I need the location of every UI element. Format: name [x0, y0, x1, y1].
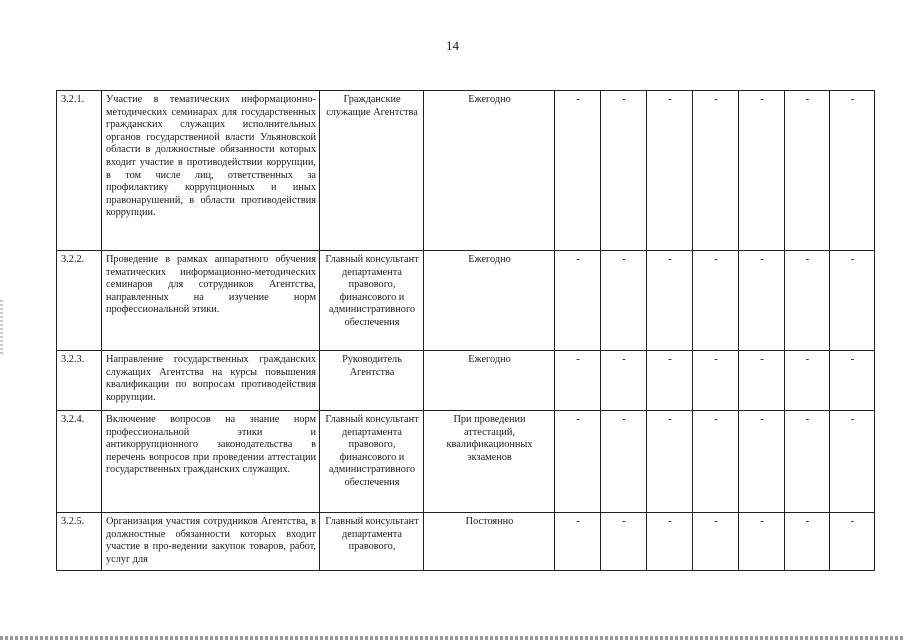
- table-row: [57, 351, 875, 411]
- dash-cell: -: [647, 251, 693, 351]
- row-number: 3.2.2.: [57, 251, 102, 351]
- responsible-cell: Главный консультант департамента правового,: [320, 513, 424, 571]
- dash-cell: -: [647, 513, 693, 571]
- dash-cell: -: [693, 351, 739, 411]
- measure-text: Проведение в рамках аппаратного обучения тематических информационно-методических семинаров для сотрудников Агентства, направленных на изучение норм профессиональной этики.: [102, 251, 320, 351]
- dash-cell: -: [830, 91, 875, 251]
- dash-cell: -: [601, 411, 647, 513]
- dash-cell: -: [601, 351, 647, 411]
- table-row: [57, 91, 875, 251]
- dash-cell: -: [555, 411, 601, 513]
- measures-table: [56, 90, 875, 571]
- dash-cell: -: [647, 351, 693, 411]
- dash-cell: -: [830, 411, 875, 513]
- dash-cell: -: [601, 91, 647, 251]
- row-number: 3.2.4.: [57, 411, 102, 513]
- dash-cell: -: [785, 411, 830, 513]
- dash-cell: -: [647, 91, 693, 251]
- dash-cell: -: [785, 251, 830, 351]
- dash-cell: -: [739, 411, 785, 513]
- dash-cell: -: [647, 411, 693, 513]
- row-number: 3.2.1.: [57, 91, 102, 251]
- measure-text: Включение вопросов на знание норм профессиональной этики и антикоррупционного законодательства в перечень вопросов при проведении аттестации государственных гражданских служащих.: [102, 411, 320, 513]
- dash-cell: -: [830, 251, 875, 351]
- responsible-cell: Главный консультант департамента правового, финансового и административного обеспечения: [320, 251, 424, 351]
- dash-cell: -: [555, 513, 601, 571]
- dash-cell: -: [785, 351, 830, 411]
- table-row: [57, 411, 875, 513]
- page-number: 14: [446, 38, 459, 53]
- dash-cell: -: [601, 513, 647, 571]
- dash-cell: -: [785, 513, 830, 571]
- measure-text: Организация участия сотрудников Агентства, в должностные обязанности которых входит участие в про-ведении закупок товаров, работ, услуг для: [102, 513, 320, 571]
- dash-cell: -: [693, 513, 739, 571]
- dash-cell: -: [739, 513, 785, 571]
- dash-cell: -: [830, 351, 875, 411]
- dash-cell: -: [601, 251, 647, 351]
- row-number: 3.2.3.: [57, 351, 102, 411]
- dash-cell: -: [739, 251, 785, 351]
- dash-cell: -: [555, 351, 601, 411]
- measure-text: Направление государственных гражданских служащих Агентства на курсы повышения квалификации по вопросам противодействия коррупции.: [102, 351, 320, 411]
- table-row: [57, 251, 875, 351]
- scan-edge-mark: [0, 300, 3, 355]
- period-cell: Постоянно: [424, 513, 555, 571]
- responsible-cell: Гражданские служащие Агентства: [320, 91, 424, 251]
- row-number: 3.2.5.: [57, 513, 102, 571]
- period-cell: Ежегодно: [424, 91, 555, 251]
- dash-cell: -: [739, 91, 785, 251]
- period-cell: При проведении аттестаций, квалификационных экзаменов: [424, 411, 555, 513]
- dash-cell: -: [555, 251, 601, 351]
- dash-cell: -: [555, 91, 601, 251]
- period-cell: Ежегодно: [424, 351, 555, 411]
- dash-cell: -: [693, 91, 739, 251]
- responsible-cell: Главный консультант департамента правового, финансового и административного обеспечения: [320, 411, 424, 513]
- scan-bottom-edge: [0, 636, 905, 640]
- measure-text: Участие в тематических информационно-методических семинарах для государственных гражданских служащих исполнительных органов государственной власти Ульяновской области в должностные обязанности которых входит участие в противодействии коррупции, в том числе лиц, ответственных за профилактику коррупционных и иных правонарушений, в области противодействия коррупции.: [102, 91, 320, 251]
- dash-cell: -: [693, 411, 739, 513]
- period-cell: Ежегодно: [424, 251, 555, 351]
- dash-cell: -: [785, 91, 830, 251]
- dash-cell: -: [739, 351, 785, 411]
- dash-cell: -: [693, 251, 739, 351]
- responsible-cell: Руководитель Агентства: [320, 351, 424, 411]
- dash-cell: -: [830, 513, 875, 571]
- table-row: [57, 513, 875, 571]
